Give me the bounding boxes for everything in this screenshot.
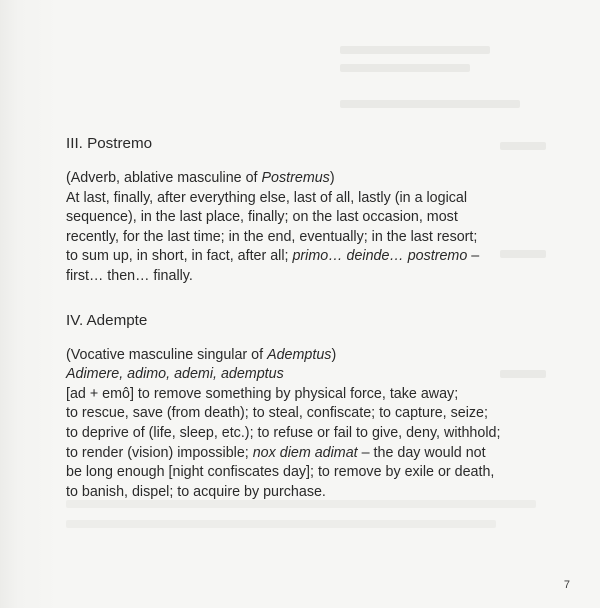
definition-line: first… then… finally.	[66, 267, 193, 284]
show-through-mark	[340, 46, 490, 54]
definition-line: to sum up, in short, in fact, after all; primo… deinde… postremo –	[66, 248, 480, 265]
definition-line: be long enough [night confiscates day]; to remove by exile or death,	[66, 464, 495, 481]
definition-line: to render (vision) impossible; nox diem adimat – the day would not	[66, 444, 486, 461]
definition-line: to rescue, save (from death); to steal, confiscate; to capture, seize;	[66, 405, 488, 422]
definition-line: recently, for the last time; in the end, eventually; in the last resort;	[66, 228, 478, 245]
show-through-mark	[66, 520, 496, 528]
show-through-mark	[340, 64, 470, 72]
definition-line: to banish, dispel; to acquire by purchase.	[66, 483, 326, 500]
definition-line: to deprive of (life, sleep, etc.); to refuse or fail to give, deny, withhold;	[66, 424, 501, 441]
definition-line: sequence), in the last place, finally; on the last occasion, most	[66, 209, 458, 226]
definition-line: At last, finally, after everything else, last of all, lastly (in a logical	[66, 189, 468, 206]
lead-adempte: (Vocative masculine singular of Ademptus)	[66, 346, 337, 363]
page-number: 7	[563, 579, 570, 591]
lead-postremo: (Adverb, ablative masculine of Postremus)	[66, 170, 335, 186]
section-title-adempte: IV. Adempte	[66, 311, 148, 329]
main-text	[66, 133, 546, 502]
verb-forms: Adimere, adimo, ademi, ademptus	[66, 366, 284, 383]
show-through-mark	[340, 100, 520, 108]
definition-line: [ad + emô] to remove something by physical force, take away;	[66, 385, 459, 402]
section-title-postremo: III. Postremo	[66, 135, 153, 152]
